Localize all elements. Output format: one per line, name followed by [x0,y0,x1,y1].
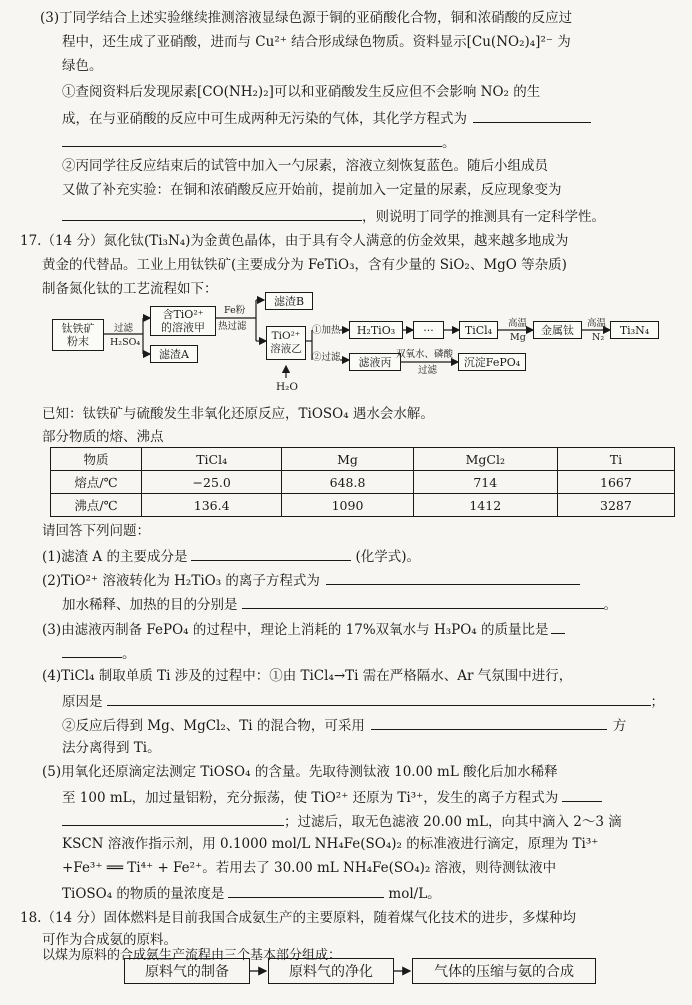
ticl4-box: TiCl₄ [459,321,498,339]
q17-line3: 制备氮化钛的工艺流程如下： [42,281,218,297]
filtrate-c-box: 滤液丙 [349,353,401,371]
question-4-line4: 法分离得到 Ti。 [62,740,161,756]
table-cell: 1412 [413,494,557,517]
fepo4-box: 沉淀FePO₄ [458,353,526,371]
table-header: Mg [282,448,413,471]
table-cell: 熔点/℃ [51,471,142,494]
dots-box: ··· [413,321,444,339]
table-cell: 648.8 [282,471,413,494]
q16-3-line7: ②丙同学往反应结束后的试管中加入一勺尿素，溶液立刻恢复蓝色。随后小组成员 [62,158,548,174]
q17-line2: 黄金的代替品。工业上用钛铁矿(主要成分为 FeTiO₃，含有少量的 SiO₂、MgO 等杂质) [42,257,567,273]
question-5-line5: +Fe³⁺ ══ Ti⁴⁺ + Fe²⁺。若用去了 30.00 mL NH₄Fe(SO₄)₂ 溶液，则待测钛液中 [62,860,557,876]
table-cell: 714 [413,471,557,494]
question-5: (5)用氧化还原滴定法测定 TiOSO₄ 的含量。先取待测钛液 10.00 mL 酸化后加水稀释 [42,764,558,780]
question-2-text: (2)TiO²⁺ 溶液转化为 H₂TiO₃ 的离子方程式为 [42,573,320,589]
step2-label: ②过滤 [312,352,341,363]
reagents-label: 双氧水、磷酸 [396,349,454,360]
q16-3-line3: 绿色。 [62,58,103,74]
q18-line1: 18.（14 分）固体燃料是目前我国合成氨生产的主要原料，随着煤气化技术的进步，多煤种均 [20,910,576,926]
known-line1: 已知：钛铁矿与硫酸发生非氧化还原反应，TiOSO₄ 遇水会水解。 [42,406,434,422]
question-3-text: (3)由滤液丙制备 FePO₄ 的过程中，理论上消耗的 17%双氧水与 H₃PO₄ 的质量比是 [42,622,549,638]
question-5-text2: ；过滤后，取无色滤液 20.00 mL，向其中滴入 2～3 滴 [284,814,622,830]
semicolon: ； [650,694,664,710]
filter-label-2: 过滤 [418,365,438,376]
table-cell: 3287 [557,494,674,517]
period: 。 [603,597,617,613]
q16-3-line5-text: 成，在与亚硝酸的反应中可生成两种无污染的气体，其化学方程式为 [62,111,467,127]
q18-line3: 以煤为原料的合成氨生产流程由三个基本部分组成： [42,948,342,963]
known-line2: 部分物质的熔、沸点 [42,429,164,445]
h2so4-label: H₂SO₄ [110,337,141,348]
questions-intro: 请回答下列问题： [42,523,150,539]
high-temp-label-1: 高温 [508,318,528,329]
question-5-line4: KSCN 溶液作指示剂，用 0.1000 mol/L NH₄Fe(SO₄)₂ 的标准液进行滴定，原理为 Ti³⁺ [62,836,599,852]
table-cell: 1667 [557,471,674,494]
table-header: TiCl₄ [142,448,282,471]
table-header: 物质 [51,448,142,471]
table-cell: 沸点/℃ [51,494,142,517]
table-cell: 136.4 [142,494,282,517]
high-temp-label-2: 高温 [587,318,607,329]
water-label: H₂O [276,381,298,393]
table-header: Ti [557,448,674,471]
q17-line1: 17.（14 分）氮化钛(Ti₃N₄)为金黄色晶体，由于具有令人满意的仿金效果，越来越多地成为 [20,233,569,249]
fe-label: Fe粉 [224,305,246,316]
solution-b-box: TiO²⁺ 溶液乙 [266,326,306,360]
flow-step-box: 气体的压缩与氨的合成 [412,958,596,984]
period: 。 [442,135,456,151]
q16-3-line2: 程中，还生成了亚硝酸，进而与 Cu²⁺ 结合形成绿色物质。资料显示[Cu(NO₂)₄]²⁻ 为 [62,34,571,50]
filter-label: 过滤 [114,323,134,334]
flow-step-box: 原料气的净化 [268,958,394,984]
table-header: MgCl₂ [413,448,557,471]
solution-a-box: 含TiO²⁺ 的溶液甲 [150,306,216,336]
residue-b-box: 滤渣B [265,292,313,310]
hot-filter-label: 热过滤 [218,321,247,332]
question-1-text: (1)滤渣 A 的主要成分是 [42,549,188,565]
question-1-suffix: (化学式)。 [355,549,421,565]
q16-3-line8: 又做了补充实验：在铜和浓硝酸反应开始前，提前加入一定量的尿素，反应现象变为 [62,182,562,198]
question-4-text: 原因是 [62,694,103,710]
q18-line2: 可作为合成氨的原料。 [42,932,177,948]
metal-ti-box: 金属钛 [533,321,582,339]
n2-label: N₂ [592,332,605,343]
flow-step-box: 原料气的制备 [124,958,250,984]
question-5-text: 至 100 mL，加过量铝粉，充分振荡，使 TiO²⁺ 还原为 Ti³⁺，发生的离子方程式为 [62,790,559,806]
mg-label: Mg [510,332,526,343]
ti3n4-box: Ti₃N₄ [610,321,659,339]
ore-box: 钛铁矿 粉末 [52,319,104,351]
table-cell: 1090 [282,494,413,517]
question-5-unit: mol/L。 [388,886,441,902]
question-5-text3: TiOSO₄ 的物质的量浓度是 [62,886,225,902]
question-2-text2: 加水稀释、加热的目的分别是 [62,597,238,613]
question-4-text3: 方 [612,718,627,734]
question-4: (4)TiCl₄ 制取单质 Ti 涉及的过程中：①由 TiCl₄→Ti 需在严格隔水、Ar 气氛围中进行， [42,668,573,684]
period: 。 [122,646,136,662]
question-4-text2: ②反应后得到 Mg、MgCl₂、Ti 的混合物，可采用 [62,718,365,734]
table-cell: −25.0 [142,471,282,494]
h2tio3-box: H₂TiO₃ [349,321,403,339]
q16-3-line1: (3)丁同学结合上述实验继续推测溶液显绿色源于铜的亚硝酸化合物，铜和浓硝酸的反应过 [40,10,573,26]
step1-label: ①加热 [312,325,341,336]
residue-a-box: 滤渣A [150,345,198,363]
q16-3-line4: ①查阅资料后发现尿素[CO(NH₂)₂]可以和亚硝酸发生反应但不会影响 NO₂ 的生 [62,84,541,100]
q16-3-line9-text: ，则说明丁同学的推测具有一定科学性。 [362,209,605,225]
